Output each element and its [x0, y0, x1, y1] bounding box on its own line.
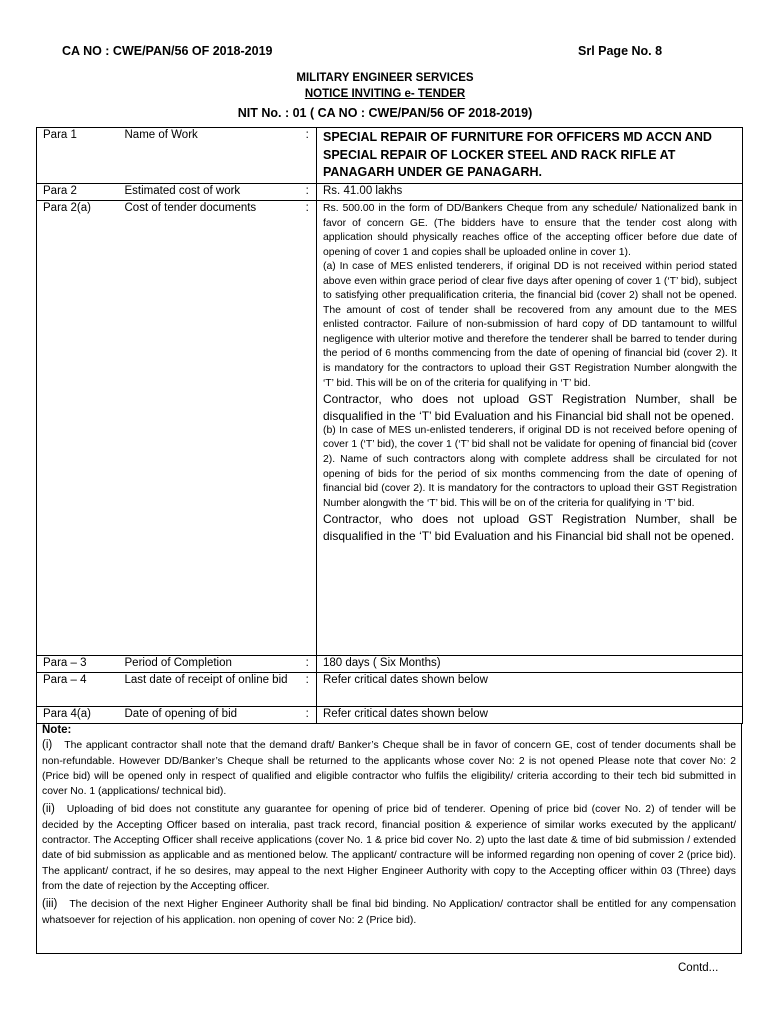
- note-item: [42, 802, 736, 894]
- table-row: [37, 673, 743, 707]
- field-name: Period of Completion: [119, 656, 299, 673]
- table-row: [37, 128, 743, 184]
- notice-title: NOTICE INVITING e- TENDER: [304, 88, 466, 100]
- tender-cost-value: [317, 201, 743, 656]
- ca-number-header: CA NO : CWE/PAN/56 OF 2018-2019: [62, 44, 273, 58]
- colon-separator: :: [299, 184, 317, 201]
- field-name: Name of Work: [119, 128, 299, 184]
- tender-details-table: [36, 127, 743, 724]
- nit-number: NIT No. : 01 ( CA NO : CWE/PAN/56 OF 2018-2019): [237, 106, 533, 120]
- para-label: Para 4(a): [37, 707, 119, 724]
- colon-separator: :: [299, 707, 317, 724]
- estimated-cost-value: Rs. 41.00 lakhs: [317, 184, 743, 201]
- page-number: Srl Page No. 8: [578, 44, 663, 58]
- receipt-date-value: Refer critical dates shown below: [317, 673, 743, 707]
- unenlisted-tenderer-paragraph: (b) In case of MES un-enlisted tenderers, if original DD is not received before opening of cover 1 (‘T’ bid), the cover 1 (‘T’ bid shall not be validate for opening of financial bid (cover 2). Name of such contractors along with complete address shall be circulated for not opening of bids for the period of six months commencing from the date of opening of financial bid (cover 2). It is mandatory for the contractors to upload their GST Registration Number alongwith the ‘T’ bid. This will be on of the criteria for qualifying in ‘T’ bid.: [323, 424, 737, 509]
- para-label: Para – 4: [37, 673, 119, 707]
- table-row: [37, 656, 743, 673]
- colon-separator: :: [299, 656, 317, 673]
- para-label: Para 2: [37, 184, 119, 201]
- name-of-work-value: SPECIAL REPAIR OF FURNITURE FOR OFFICERS MD ACCN AND SPECIAL REPAIR OF LOCKER STEEL AND RACK RIFLE AT PANAGARH UNDER GE PANAGARH.: [317, 128, 743, 184]
- colon-separator: :: [299, 201, 317, 656]
- note-number: (ii): [42, 803, 55, 816]
- table-row: [37, 201, 743, 656]
- continued-label: Contd...: [678, 962, 719, 974]
- note-text: The decision of the next Higher Engineer Authority shall be final bid binding. No Application/ contractor shall be entitled for any compensation whatsoever for rejection of his application. non opening of cover No: 2 (Price bid).: [42, 899, 736, 926]
- field-name: Date of opening of bid: [119, 707, 299, 724]
- completion-period-value: 180 days ( Six Months): [317, 656, 743, 673]
- para-label: Para 2(a): [37, 201, 119, 656]
- opening-date-value: Refer critical dates shown below: [317, 707, 743, 724]
- field-name: Estimated cost of work: [119, 184, 299, 201]
- organization-title: MILITARY ENGINEER SERVICES: [296, 72, 474, 84]
- para-label: Para – 3: [37, 656, 119, 673]
- note-item: [42, 897, 736, 928]
- notes-heading: Note:: [42, 724, 72, 736]
- para-label: Para 1: [37, 128, 119, 184]
- enlisted-tenderer-paragraph: (a) In case of MES enlisted tenderers, if original DD is not received within period stated above even within grace period of clear five days after opening of cover 1 (‘T’ bid), subject to satisfying other prequalification criteria, the financial bid (cover 2) shall not be opened. The amount of cost of tender shall be recovered from any amount due to the MES enlisted contractor. Failure of non-submission of hard copy of DD tantamount to willful negligence with ulterior motive and therefore the tenderer shall be barred to tender during the period of 6 months commencing from the date of opening of financial bid (cover 2). It is mandatory for the contractors to upload their GST Registration Number alongwith the ‘T’ bid. This will be on of the criteria for qualifying in ‘T’ bid.: [323, 261, 737, 389]
- note-number: (iii): [42, 898, 58, 911]
- gst-disqualification-note: Contractor, who does not upload GST Registration Number, shall be disqualified in the ‘T’ bid Evaluation and his Financial bid shall not be opened.: [323, 512, 737, 543]
- table-row: [37, 184, 743, 201]
- notes-section: [36, 723, 742, 954]
- note-item: [42, 738, 736, 799]
- table-row: [37, 707, 743, 724]
- gst-disqualification-note: Contractor, who does not upload GST Registration Number, shall be disqualified in the ‘T’ bid Evaluation and his Financial bid shall not be opened.: [323, 392, 737, 423]
- field-name: Last date of receipt of online bid: [119, 673, 299, 707]
- colon-separator: :: [299, 673, 317, 707]
- field-name: Cost of tender documents: [119, 201, 299, 656]
- note-text: Uploading of bid does not constitute any guarantee for opening of price bid of tenderer. Opening of price bid (cover No. 2) of tender will be decided by the Accepting Officer based on interalia, past track record, financial position & experience of similar works executed by the applicant/ contractor. The Accepting Officer shall receive applications (cover No. 1 & price bid cover No. 2) upto the last date & time of bid submission / extended date of bid submission as applicable and as mentioned below. The applicant/ contracture will be informed regarding non opening of cover 2 (price bid). The applicant/ contract, if he so desires, may appeal to the next Higher Engineer Authority with copy to the Accepting officer within 03 (Three) days from the date of rejection by the Accepting officer.: [42, 804, 736, 892]
- note-number: (i): [42, 739, 53, 752]
- colon-separator: :: [299, 128, 317, 184]
- note-text: The applicant contractor shall note that the demand draft/ Banker’s Cheque shall be in favor of concern GE, cost of tender documents shall be non-refundable. However DD/Banker’s Cheque shall be returned to the applicants whose cover No: 2 is not opened Please note that cover No: 2 (Price bid) will be opened only in respect of qualified and eligible contractor who fulfils the eligibility/ criteria according to their tech bid submitted in cover No. 1 (applications/ technical bid).: [42, 740, 736, 798]
- tender-cost-paragraph: Rs. 500.00 in the form of DD/Bankers Cheque from any schedule/ Nationalized bank in favor of concern GE. (The bidders have to ensure that the tender cost along with application should physically reaches office of the accepting officer before due date of opening of cover 1 and copies shall be uploaded online in cover 1).: [323, 203, 737, 258]
